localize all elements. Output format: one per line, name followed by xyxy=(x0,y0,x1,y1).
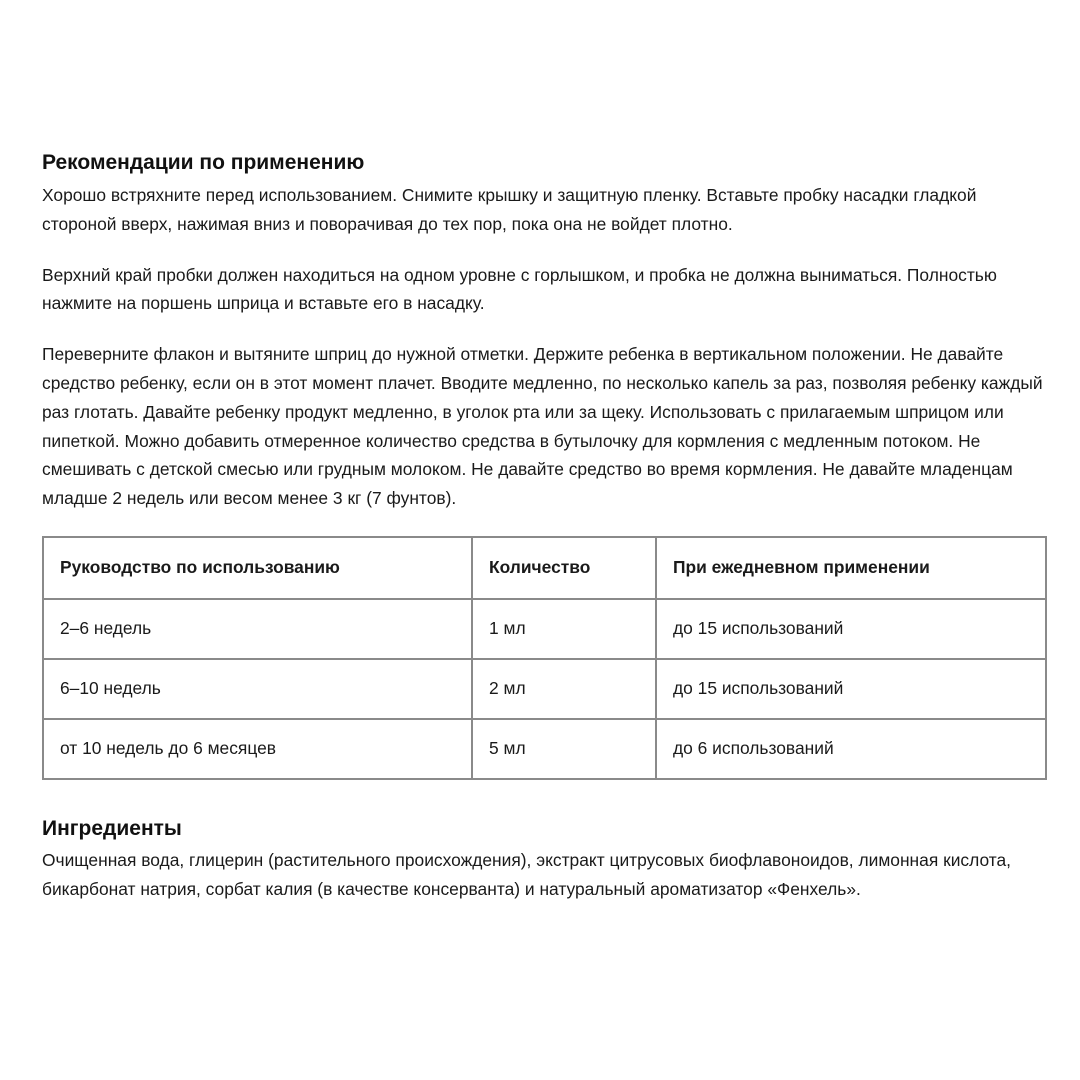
usage-paragraph-3: Переверните флакон и вытяните шприц до нужной отметки. Держите ребенка в вертикальном положении. Не давайте средство ребенку, если он в этот момент плачет. Вводите медленно, по несколько капель за раз, позволяя ребенку каждый раз глотать. Давайте ребенку продукт медленно, в уголок рта или за щеку. Использовать с прилагаемым шприцом или пипеткой. Можно добавить отмеренное количество средства в бутылочку для кормления с медленным потоком. Не смешивать с детской смесью или грудным молоком. Не давайте средство во время кормления. Не давайте младенцам младше 2 недель или весом менее 3 кг (7 фунтов). xyxy=(42,344,1043,509)
header-usage-guide: Руководство по использованию xyxy=(43,537,472,599)
daily-use-cell: до 15 использований xyxy=(656,599,1046,659)
age-cell: 2–6 недель xyxy=(43,599,472,659)
daily-use-cell: до 15 использований xyxy=(656,659,1046,719)
header-quantity: Количество xyxy=(472,537,656,599)
product-instructions xyxy=(42,148,1048,904)
quantity-cell: 1 мл xyxy=(472,599,656,659)
dosage-table-header-row xyxy=(43,537,1046,599)
age-cell: 6–10 недель xyxy=(43,659,472,719)
dosage-table xyxy=(42,536,1047,780)
header-daily-use: При ежедневном применении xyxy=(656,537,1046,599)
usage-paragraph-1: Хорошо встряхните перед использованием. Снимите крышку и защитную пленку. Вставьте пробку насадки гладкой стороной вверх, нажимая вниз и поворачивая до тех пор, пока она не войдет плотно. xyxy=(42,185,977,234)
age-cell: от 10 недель до 6 месяцев xyxy=(43,719,472,779)
daily-use-cell: до 6 использований xyxy=(656,719,1046,779)
quantity-cell: 2 мл xyxy=(472,659,656,719)
table-row xyxy=(43,599,1046,659)
table-row xyxy=(43,659,1046,719)
table-row xyxy=(43,719,1046,779)
ingredients-text: Очищенная вода, глицерин (растительного происхождения), экстракт цитрусовых биофлавоноидов, лимонная кислота, бикарбонат натрия, сорбат калия (в качестве консерванта) и натуральный ароматизатор «Фенхель». xyxy=(42,849,1012,899)
usage-paragraph-2: Верхний край пробки должен находиться на одном уровне с горлышком, и пробка не должна выниматься. Полностью нажмите на поршень шприца и вставьте его в насадку. xyxy=(42,264,997,314)
quantity-cell: 5 мл xyxy=(472,719,656,779)
ingredients-title: Ингредиенты xyxy=(42,816,182,840)
usage-title: Рекомендации по применению xyxy=(42,151,365,174)
